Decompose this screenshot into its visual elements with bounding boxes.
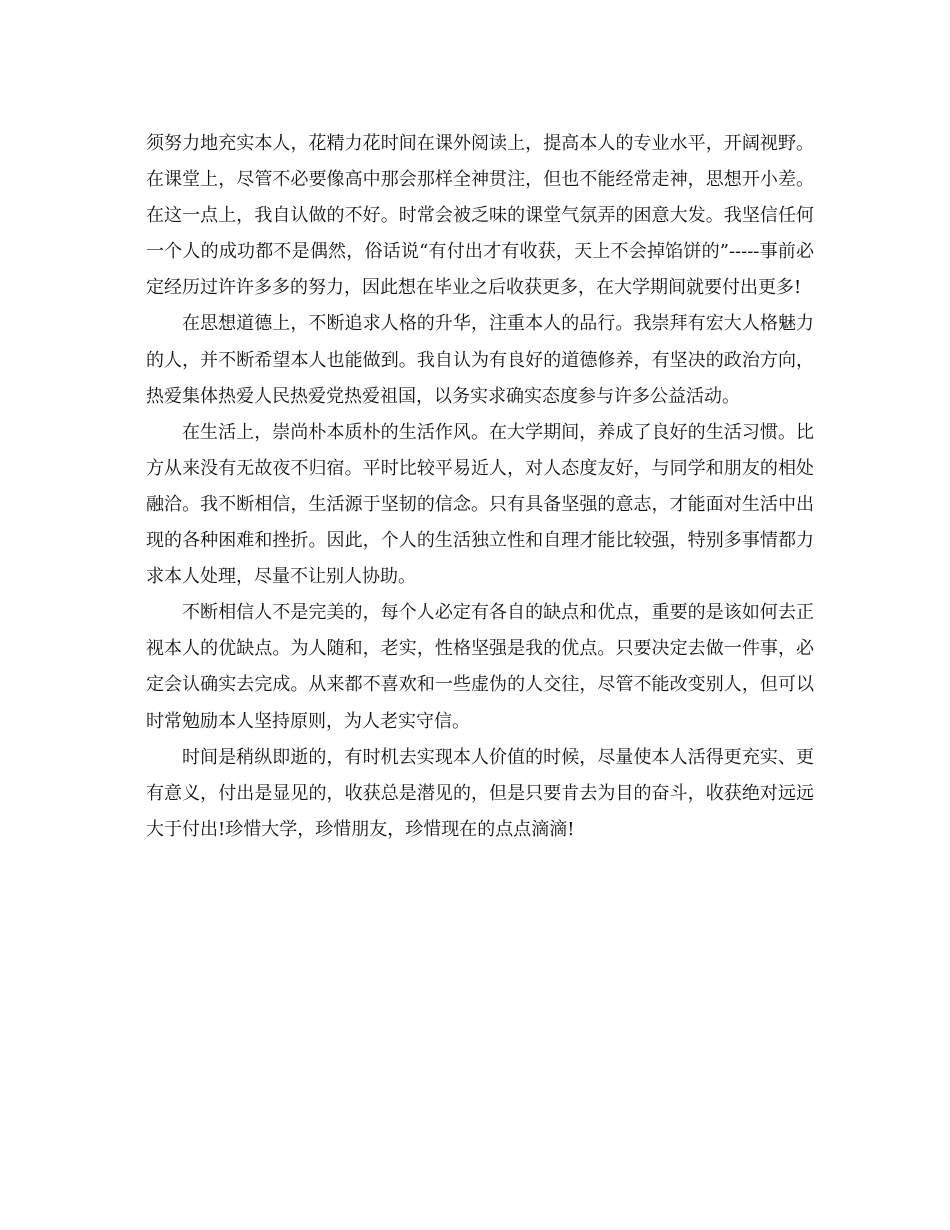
paragraph-4: 不断相信人不是完美的，每个人必定有各自的缺点和优点，重要的是该如何去正视本人的优缺点。为人随和，老实，性格坚强是我的优点。只要决定去做一件事，必定会认确实去完成。从来都不喜欢和一些虚伪的人交往，尽管不能改变别人，但可以时常勉励本人坚持原则，为人老实守信。	[146, 602, 814, 732]
paragraph-1: 须努力地充实本人，花精力花时间在课外阅读上，提高本人的专业水平，开阔视野。在课堂上，尽管不必要像高中那会那样全神贯注，但也不能经常走神，思想开小差。在这一点上，我自认做的不好。时常会被乏味的课堂气氛弄的困意大发。我坚信任何一个人的成功都不是偶然，俗话说“有付出才有收获，天上不会掉馅饼的”-----事前必定经历过许许多多的努力，因此想在毕业之后收获更多，在大学期间就要付出更多!	[146, 133, 814, 299]
paragraph-3: 在生活上，崇尚朴本质朴的生活作风。在大学期间，养成了良好的生活习惯。比方从来没有无故夜不归宿。平时比较平易近人，对人态度友好，与同学和朋友的相处融洽。我不断相信，生活源于坚韧的信念。只有具备坚强的意志，才能面对生活中出现的各种困难和挫折。因此，个人的生活独立性和自理才能比较强，特别多事情都力求本人处理，尽量不让别人协助。	[146, 421, 814, 588]
paragraph-2: 在思想道德上，不断追求人格的升华，注重本人的品行。我崇拜有宏大人格魅力的人，并不断希望本人也能做到。我自认为有良好的道德修养，有坚决的政治方向，热爱集体热爱人民热爱党热爱祖国，以务实求确实态度参与许多公益活动。	[146, 313, 814, 407]
document-body	[146, 126, 814, 848]
paragraph-5: 时间是稍纵即逝的，有时机去实现本人价值的时候，尽量使本人活得更充实、更有意义，付出是显见的，收获总是潜见的，但是只要肯去为目的奋斗，收获绝对远远大于付出!珍惜大学，珍惜朋友，珍惜现在的点点滴滴!	[146, 746, 814, 840]
